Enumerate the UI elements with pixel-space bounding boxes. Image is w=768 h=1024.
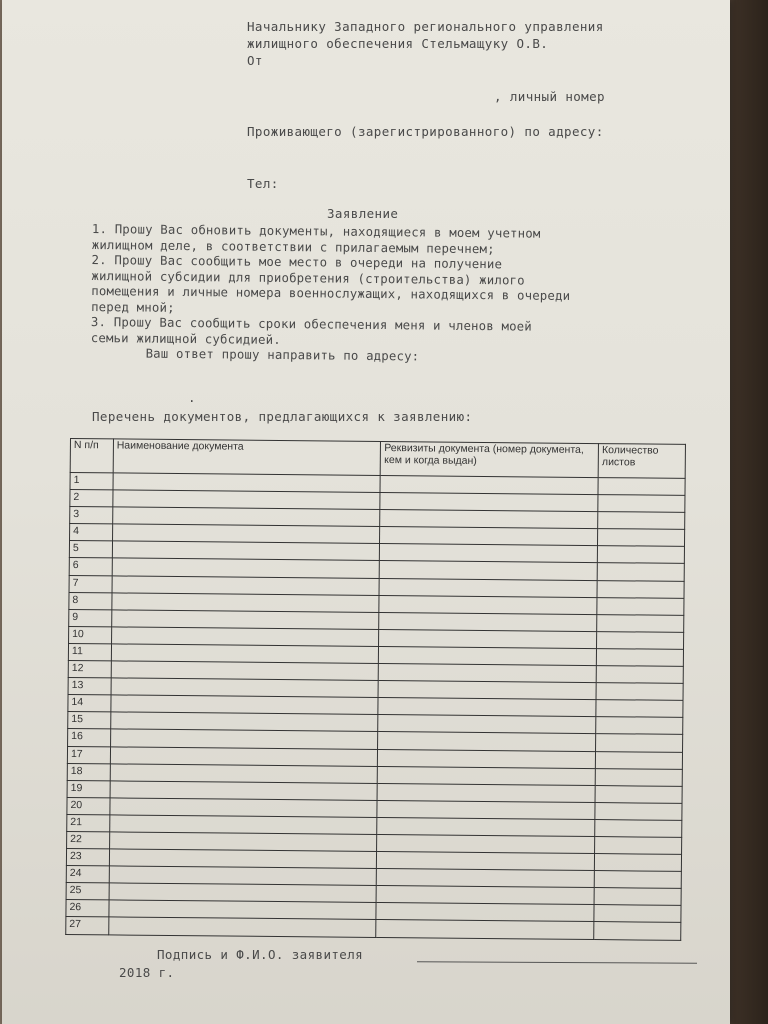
page-count-cell (597, 563, 684, 581)
statement-item-2-line-2: жилищной субсидии для приобретения (строительства) жилого (91, 268, 525, 288)
phone-label: Тел: (247, 176, 279, 191)
row-number-cell: 23 (66, 849, 109, 867)
row-number-cell: 16 (68, 729, 111, 747)
documents-list-title: Перечень документов, предлагающихся к заявлению: (92, 409, 473, 424)
page-count-cell (597, 597, 684, 615)
document-details-cell (376, 903, 594, 922)
documents-table (65, 438, 686, 940)
statement-body (91, 222, 692, 368)
row-number-cell: 26 (66, 900, 109, 918)
document-details-cell (378, 715, 596, 734)
year-label: 2018 г. (119, 965, 175, 980)
document-details-cell (378, 732, 596, 751)
row-number-cell: 4 (70, 524, 113, 542)
row-number-cell: 9 (69, 609, 112, 627)
statement-title: Заявление (327, 206, 399, 221)
document-details-cell (380, 561, 598, 580)
document-details-cell (379, 664, 597, 683)
document-sheet (2, 0, 730, 1024)
document-details-cell (376, 886, 594, 905)
document-details-cell (379, 595, 597, 614)
document-name-cell (109, 917, 377, 937)
page-count-cell (594, 888, 681, 906)
page-count-cell (596, 666, 683, 684)
address-label: Проживающего (зарегистрированного) по адресу: (247, 124, 604, 139)
row-number-cell: 20 (67, 797, 110, 815)
column-header-name: Наименование документа (113, 439, 381, 476)
document-details-cell (377, 783, 595, 802)
page-count-cell (597, 580, 684, 598)
row-number-cell: 11 (68, 643, 111, 661)
document-details-cell (380, 475, 598, 494)
page-count-cell (594, 871, 681, 889)
row-number-cell: 2 (70, 490, 113, 508)
page-count-cell (598, 478, 685, 496)
statement-item-2-line-4: перед мной; (91, 299, 175, 315)
document-details-cell (377, 834, 595, 853)
document-details-cell (378, 698, 596, 717)
row-number-cell: 10 (69, 626, 112, 644)
page-count-cell (595, 854, 682, 872)
column-header-number: N п/п (70, 439, 113, 473)
addressee-line-2: жилищного обеспечения Стельмащуку О.В. (247, 36, 549, 51)
statement-item-3-line-2: семьи жилищной субсидией. (90, 330, 281, 347)
table-body (66, 473, 685, 940)
row-number-cell: 6 (69, 558, 112, 576)
document-details-cell (379, 646, 597, 665)
page-count-cell (595, 819, 682, 837)
row-number-cell: 17 (67, 746, 110, 764)
page-count-cell (595, 768, 682, 786)
page-count-cell (596, 734, 683, 752)
page-count-cell (596, 700, 683, 718)
document-details-cell (380, 510, 598, 529)
document-details-cell (379, 629, 597, 648)
statement-item-2-line-1: 2. Прошу Вас сообщить мое место в очереди на получение (91, 252, 503, 272)
personal-number-label: , личный номер (494, 89, 605, 104)
document-details-cell (380, 544, 598, 563)
row-number-cell: 3 (70, 507, 113, 525)
row-number-cell: 19 (67, 780, 110, 798)
document-details-cell (378, 766, 596, 785)
column-header-details: Реквизиты документа (номер документа, кем и когда выдан) (381, 441, 599, 477)
document-details-cell (379, 578, 597, 597)
page-count-cell (595, 837, 682, 855)
document-details-cell (380, 527, 598, 546)
document-details-cell (377, 869, 595, 888)
document-details-cell (378, 749, 596, 768)
statement-item-2-line-3: помещения и личные номера военнослужащих, находящихся в очереди (91, 283, 571, 304)
row-number-cell: 12 (68, 661, 111, 679)
row-number-cell: 25 (66, 883, 109, 901)
page-count-cell (595, 785, 682, 803)
row-number-cell: 8 (69, 592, 112, 610)
addressee-block (247, 18, 604, 69)
column-header-pages: Количество листов (598, 444, 685, 479)
row-number-cell: 5 (69, 541, 112, 559)
page-count-cell (596, 751, 683, 769)
row-number-cell: 18 (67, 763, 110, 781)
from-label: От (247, 53, 263, 68)
page-count-cell (598, 512, 685, 530)
document-details-cell (376, 920, 594, 939)
statement-item-3-line-1: 3. Прошу Вас сообщить сроки обеспечения меня и членов моей (90, 314, 533, 334)
row-number-cell: 13 (68, 678, 111, 696)
stray-dot: . (188, 390, 196, 405)
document-details-cell (377, 800, 595, 819)
signature-line (417, 961, 697, 963)
row-number-cell: 15 (68, 712, 111, 730)
page-count-cell (597, 649, 684, 667)
page-count-cell (595, 802, 682, 820)
row-number-cell: 7 (69, 575, 112, 593)
row-number-cell: 22 (67, 831, 110, 849)
page-count-cell (594, 905, 681, 923)
document-details-cell (378, 681, 596, 700)
statement-item-1-line-1: 1. Прошу Вас обновить документы, находящиеся в моем учетном (91, 222, 541, 241)
signature-label: Подпись и Ф.И.О. заявителя (157, 947, 364, 962)
row-number-cell: 21 (67, 814, 110, 832)
row-number-cell: 14 (68, 695, 111, 713)
document-details-cell (377, 852, 595, 871)
statement-item-1-line-2: жилищном деле, в соответствии с прилагаемым перечнем; (91, 237, 495, 256)
addressee-line-1: Начальнику Западного регионального управления (247, 19, 604, 34)
document-details-cell (380, 493, 598, 512)
row-number-cell: 1 (70, 473, 113, 491)
document-details-cell (379, 612, 597, 631)
reply-address-line: Ваш ответ прошу направить по адресу: (145, 346, 420, 364)
page-count-cell (598, 495, 685, 513)
page-count-cell (597, 614, 684, 632)
page-count-cell (598, 529, 685, 547)
row-number-cell: 24 (66, 866, 109, 884)
page-count-cell (597, 546, 684, 564)
page-count-cell (596, 717, 683, 735)
page-count-cell (596, 683, 683, 701)
row-number-cell: 27 (66, 917, 109, 935)
page-count-cell (594, 922, 681, 940)
document-details-cell (377, 817, 595, 836)
page-count-cell (597, 631, 684, 649)
